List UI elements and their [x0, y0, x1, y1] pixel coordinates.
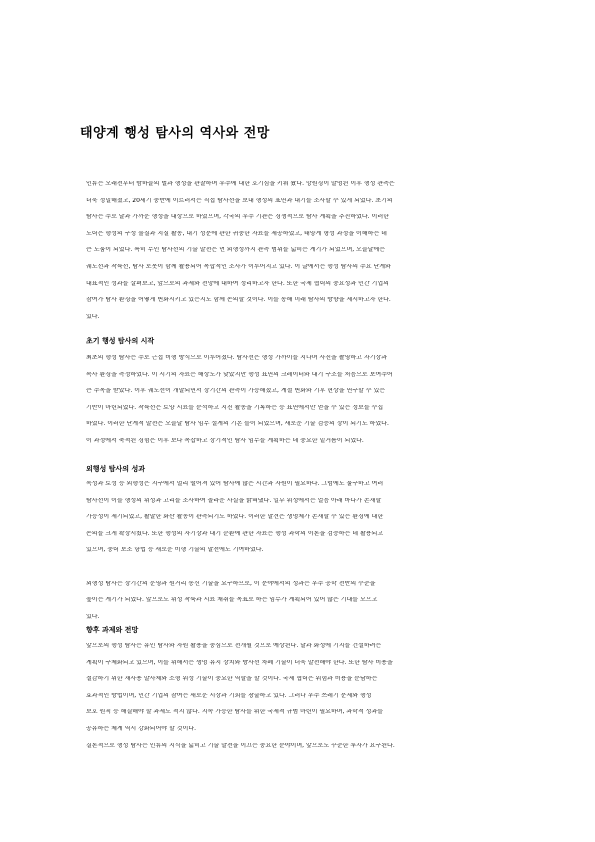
text-line: 참여가 탐사 환경을 어떻게 변화시키고 있는지도 함께 논의할 것이다. 이를 통해 미래 탐사의 방향을 제시하고자 한다. — [86, 297, 391, 304]
text-line: 외행성 탐사는 장기간의 운영과 원거리 통신 기술을 요구하므로, 이 분야에서의 성과는 우주 공학 전반의 수준을 — [86, 580, 376, 587]
text-line: 대표적인 성과를 살펴보고, 앞으로의 과제와 전망에 대하여 정리하고자 한다. 또한 국제 협력의 중요성과 민간 기업의 — [86, 280, 389, 287]
section-paragraph — [86, 643, 512, 759]
text-line — [86, 564, 512, 570]
intro-paragraph — [86, 181, 512, 330]
text-line: 복사 환경을 측정하였다. 이 시기의 자료는 해상도가 낮았지만 행성 표면의 크레이터와 대기 구조를 처음으로 보여주어 — [86, 371, 393, 378]
text-line: 노력은 행성의 구성 물질과 지질 활동, 대기 성분에 관한 귀중한 자료를 제공하였고, 태양계 형성 과정을 이해하는 데 — [86, 230, 387, 237]
text-line: 논의를 크게 확장시켰다. 또한 행성의 자기장과 대기 순환에 관한 자료는 행성 과학의 이론을 검증하는 데 활용되고 — [86, 530, 384, 537]
text-line: 앞으로의 행성 탐사는 유인 탐사와 자원 활용을 중심으로 전개될 것으로 예상된다. 달과 화성에 기지를 건설하려는 — [86, 643, 382, 649]
section-paragraph — [86, 481, 512, 630]
text-line: 큰 주목을 받았다. 이후 궤도선이 개발되면서 장기간의 관측이 가능해졌고, 계절 변화와 기후 현상을 연구할 수 있는 — [86, 388, 386, 395]
text-line: 기반이 마련되었다. 착륙선은 토양 시료를 분석하고 지진 활동을 기록하는 등 표면에서만 얻을 수 있는 정보를 수집 — [86, 404, 384, 411]
text-line: 계획이 구체화되고 있으며, 이를 위해서는 생명 유지 장치와 방사선 차폐 기술이 더욱 발전해야 한다. 또한 탐사 비용을 — [86, 659, 393, 666]
text-line: 효과적인 방법이며, 민간 기업의 참여는 새로운 시장과 기회를 창출하고 있다. 그러나 우주 쓰레기 문제와 행성 — [86, 692, 372, 699]
text-line: 목성과 토성 등 외행성은 지구에서 멀리 떨어져 있어 탐사에 많은 시간과 자원이 필요하다. 그럼에도 불구하고 여러 — [86, 481, 384, 487]
text-line: 높이는 계기가 되었다. 앞으로도 위성 착륙과 시료 채취를 목표로 하는 임무가 계획되어 있어 많은 기대를 모으고 — [86, 597, 378, 604]
section-heading: 향후 과제와 전망 — [86, 626, 139, 634]
section-heading: 외행성 탐사의 성과 — [86, 465, 145, 473]
text-line: 탐사는 주로 달과 가까운 행성을 대상으로 하였으며, 각국의 우주 기관은 경쟁적으로 탐사 계획을 추진하였다. 이러한 — [86, 214, 389, 221]
text-line: 큰 도움이 되었다. 특히 무인 탐사선의 기술 발전은 먼 외행성까지 관측 범위를 넓히는 계기가 되었으며, 오늘날에는 — [86, 247, 386, 254]
text-line: 최초의 행성 탐사는 주로 근접 비행 방식으로 이루어졌다. 탐사선은 행성 가까이를 지나며 사진을 촬영하고 자기장과 — [86, 355, 388, 361]
text-line: 가능성이 제기되었고, 활발한 화산 활동이 관측되기도 하였다. 이러한 발견은 생명체가 존재할 수 있는 환경에 대한 — [86, 514, 384, 521]
text-line: 더욱 정밀해졌고, 20세기 중반에 이르러서는 직접 탐사선을 보내 행성의 표면과 대기를 조사할 수 있게 되었다. 초기의 — [86, 197, 393, 204]
text-line: 궤도선과 착륙선, 탐사 로봇이 함께 활용되어 복합적인 조사가 이루어지고 있다. 이 글에서는 행성 탐사의 주요 단계와 — [86, 263, 391, 270]
text-line: 절감하기 위한 재사용 발사체와 소형 위성 기술이 중요한 역할을 할 것이다. 국제 협력은 위험과 비용을 분담하는 — [86, 676, 378, 683]
section-paragraph — [86, 355, 512, 455]
text-line: 결론적으로 행성 탐사는 인류의 지식을 넓히고 기술 발전을 이끄는 중요한 분야이며, 앞으로도 꾸준한 투자가 요구된다. — [86, 742, 395, 749]
text-line: 이 과정에서 축적된 경험은 이후 보다 복잡하고 장기적인 탐사 임무를 계획하는 데 중요한 밑거름이 되었다. — [86, 437, 364, 444]
text-line: 하였다. 이러한 단계적 발전은 오늘날 탐사 임무 설계의 기본 틀이 되었으며, 새로운 기술 검증의 장이 되기도 하였다. — [86, 421, 389, 428]
text-line: 탐사선이 이들 행성의 위성과 고리를 조사하여 놀라운 사실을 밝혀냈다. 일부 위성에서는 얼음 아래 바다가 존재할 — [86, 497, 382, 504]
text-line: 있으며, 중력 보조 항법 등 새로운 비행 기술의 발전에도 기여하였다. — [86, 547, 264, 554]
text-line: 있다. — [86, 613, 100, 620]
text-line: 보호 원칙 등 해결해야 할 과제도 적지 않다. 지속 가능한 탐사를 위한 국제적 규범 마련이 필요하며, 과학적 성과를 — [86, 709, 384, 716]
text-line: 인류는 오래전부터 밤하늘의 별과 행성을 관찰하며 우주에 대한 호기심을 키워 왔다. 망원경이 발명된 이후 행성 관측은 — [86, 181, 395, 187]
text-line: 있다. — [86, 313, 100, 320]
section-heading: 초기 행성 탐사의 시작 — [86, 337, 155, 345]
text-line: 공유하는 체계 역시 강화되어야 할 것이다. — [86, 725, 196, 732]
document-title: 태양계 행성 탐사의 역사와 전망 — [80, 126, 270, 141]
